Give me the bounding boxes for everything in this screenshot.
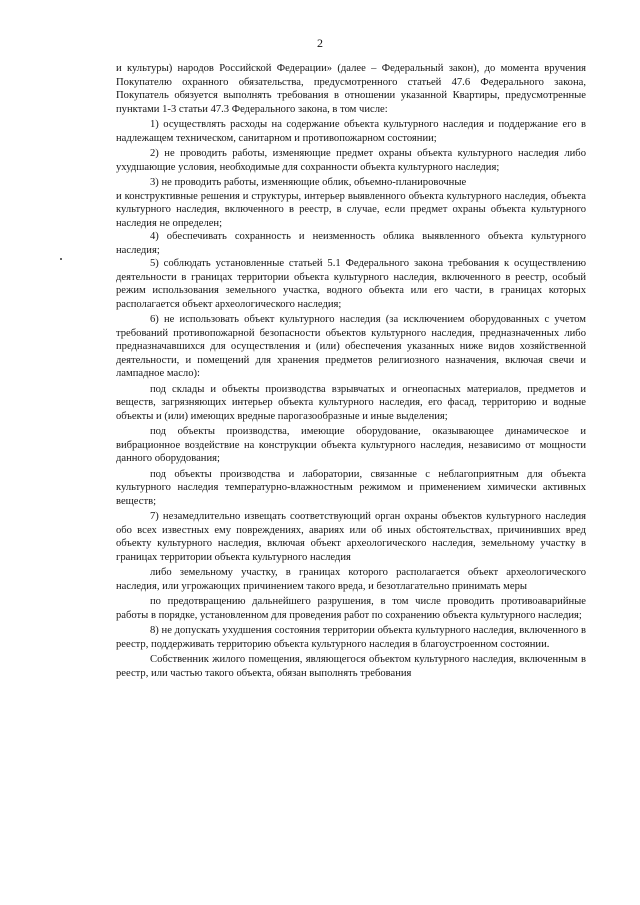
paragraph: под объекты производства и лаборатории, связанные с неблагоприятным для объекта культурного наследия температурно-влажностным режимом и применением химически активных веществ;	[116, 468, 586, 507]
paragraph: 8) не допускать ухудшения состояния территории объекта культурного наследия, включенного в реестр, поддерживать территорию объекта культурного наследия в благоустроенном состоянии.	[116, 625, 586, 650]
paragraph: по предотвращению дальнейшего разрушения, в том числе проводить противоаварийные работы в порядке, установленном для проведения работ по сохранению объекта культурного наследия;	[116, 596, 586, 621]
paragraph: 3) не проводить работы, изменяющие облик, объемно-планировочные	[150, 177, 467, 188]
document-body	[116, 62, 586, 680]
paragraph: под объекты производства, имеющие оборудование, оказывающее динамическое и вибрационное воздействие на конструкции объекта культурного наследия, независимо от мощности данного оборудования;	[116, 426, 586, 464]
page-number: 2	[317, 36, 323, 50]
paragraph: 4) обеспечивать сохранность и неизменность облика выявленного объекта культурного наследия;	[116, 231, 586, 256]
paragraph: 6) не использовать объект культурного наследия (за исключением оборудованных с учетом требований противопожарной безопасности объектов культурного наследия, предназначенных либо предназначавшихся для осуществления и (или) обеспечения указанных ниже видов хозяйственной деятельности, и помещений для хранения предметов религиозного назначения, включая свечи и лампадное масло):	[116, 314, 586, 379]
paragraph: Собственник жилого помещения, являющегося объектом культурного наследия, включенным в реестр, или частью такого объекта, обязан выполнять требования	[116, 654, 586, 679]
paragraph: 1) осуществлять расходы на содержание объекта культурного наследия и поддержание его в надлежащем техническом, санитарном и противопожарном состоянии;	[116, 119, 586, 144]
paragraph: 5) соблюдать установленные статьей 5.1 Федерального закона требования к осуществлению деятельности в границах территории объекта культурного наследия, включенного в реестр, особый режим использования земельного участка, водного объекта или его части, в границах которых располагается объект археологического наследия;	[116, 258, 586, 310]
paragraph: либо земельному участку, в границах которого располагается объект археологического наследия, или угрожающих причинением такого вреда, и безотлагательно принимать меры	[116, 567, 586, 592]
paragraph: 7) незамедлительно извещать соответствующий орган охраны объектов культурного наследия обо всех известных ему повреждениях, авариях или об иных обстоятельствах, причинивших вред объекту культурного наследия, включая объект археологического наследия, земельному участку в границах территории объекта культурного наследия	[116, 511, 586, 563]
scan-mark	[60, 258, 62, 260]
paragraph: и культуры) народов Российской Федерации» (далее – Федеральный закон), до момента вручения Покупателю охранного обязательства, предусмотренного статьей 47.6 Федерального закона, Покупатель обязуется выполнять требования в отношении указанной Квартиры, предусмотренные пунктами 1-3 статьи 47.3 Федерального закона, в том числе:	[116, 63, 586, 115]
paragraph: 2) не проводить работы, изменяющие предмет охраны объекта культурного наследия либо ухудшающие условия, необходимые для сохранности объекта культурного наследия;	[116, 148, 586, 173]
paragraph: и конструктивные решения и структуры, интерьер выявленного объекта культурного наследия, объекта культурного наследия, включенного в реестр, в случае, если предмет охраны объекта культурного наследия не определен;	[116, 190, 586, 229]
paragraph: под склады и объекты производства взрывчатых и огнеопасных материалов, предметов и веществ, загрязняющих интерьер объекта культурного наследия, его фасад, территорию и водные объекты и (или) имеющих вредные парогазообразные и иные выделения;	[116, 383, 586, 422]
